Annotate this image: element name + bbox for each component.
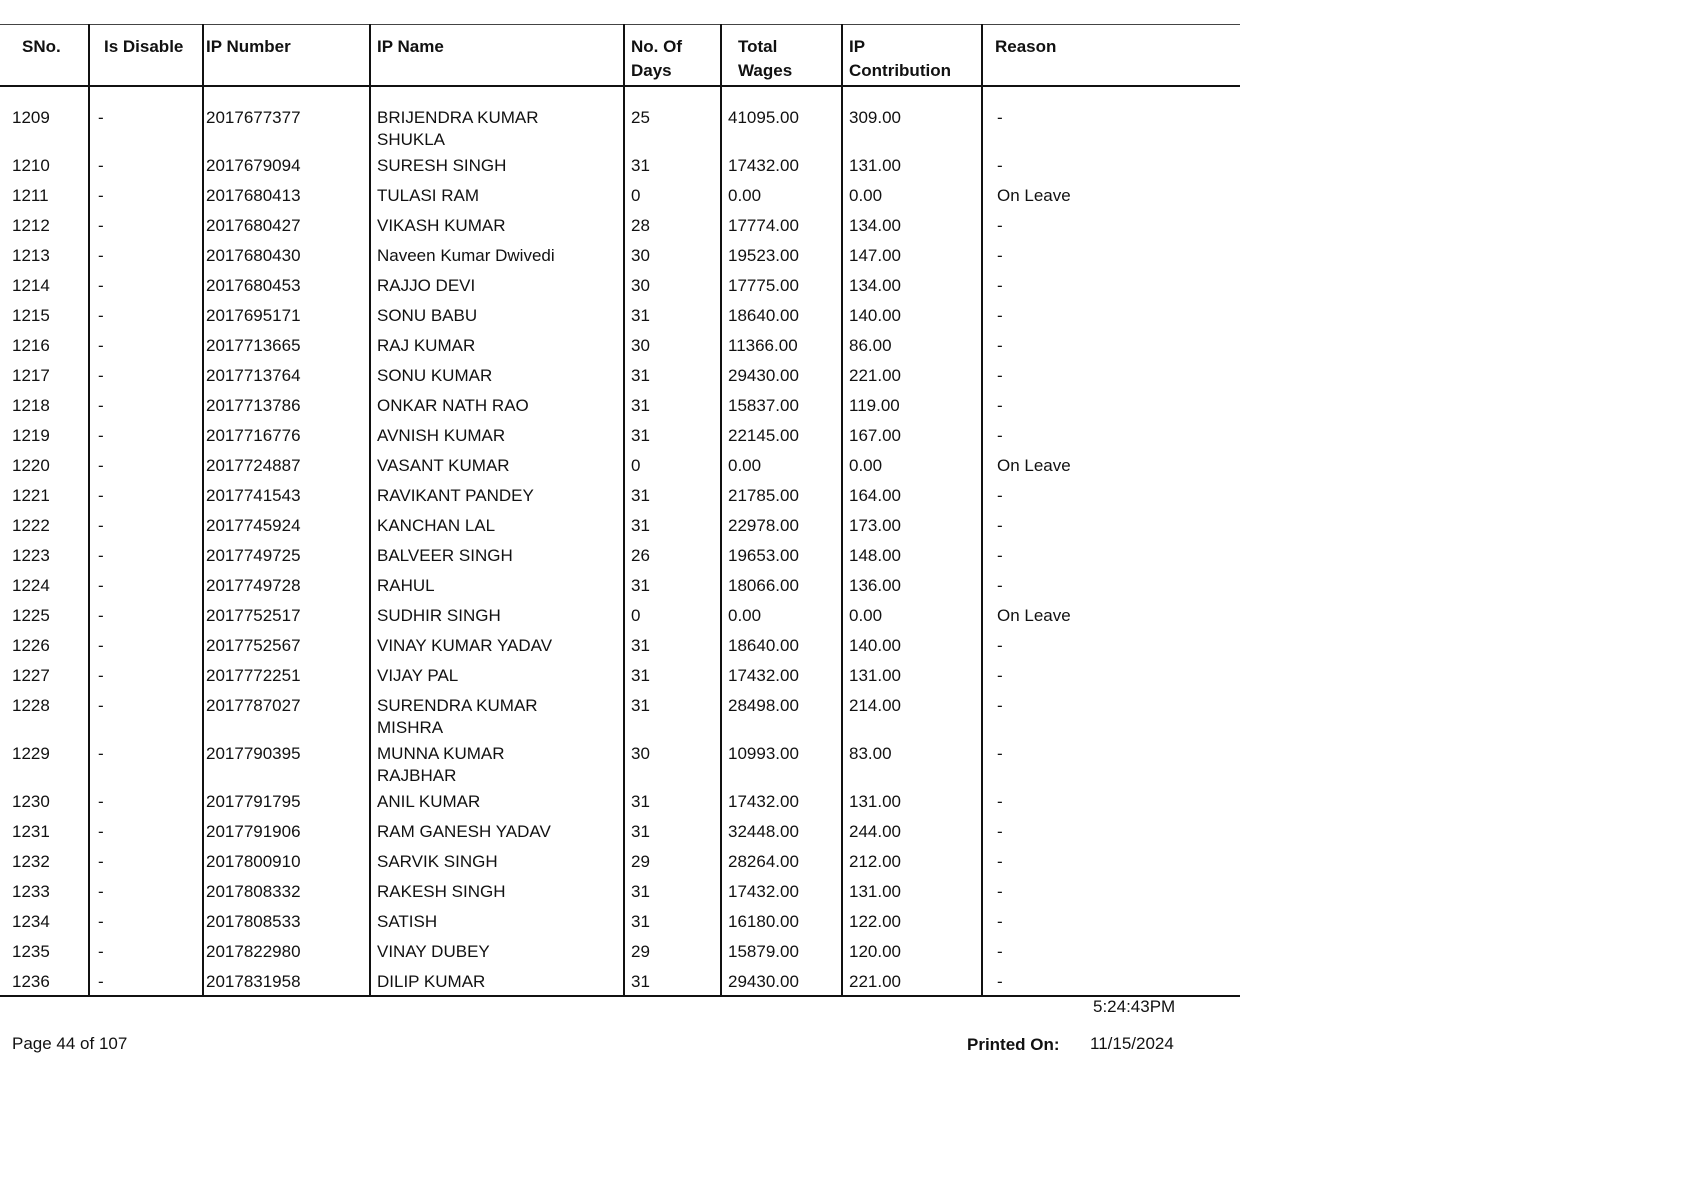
cell-is-disable: - xyxy=(89,601,203,631)
cell-is-disable: - xyxy=(89,181,203,211)
table-body xyxy=(0,86,1240,996)
cell-ip-contribution: 0.00 xyxy=(842,181,982,211)
cell-ip-name: VINAY KUMAR YADAV xyxy=(370,631,624,661)
cell-ip-name: DILIP KUMAR xyxy=(370,967,624,996)
cell-reason: - xyxy=(982,541,1240,571)
cell-total-wages: 19653.00 xyxy=(721,541,842,571)
cell-is-disable: - xyxy=(89,817,203,847)
cell-ip-contribution: 119.00 xyxy=(842,391,982,421)
header-no-of-days: No. Of Days xyxy=(624,25,721,87)
cell-is-disable: - xyxy=(89,967,203,996)
cell-is-disable: - xyxy=(89,151,203,181)
cell-reason: - xyxy=(982,907,1240,937)
cell-ip-contribution: 131.00 xyxy=(842,877,982,907)
cell-is-disable: - xyxy=(89,331,203,361)
cell-ip-number: 2017831958 xyxy=(203,967,370,996)
cell-reason: - xyxy=(982,391,1240,421)
cell-ip-name: VINAY DUBEY xyxy=(370,937,624,967)
cell-ip-name: SURESH SINGH xyxy=(370,151,624,181)
cell-reason: - xyxy=(982,937,1240,967)
cell-ip-contribution: 173.00 xyxy=(842,511,982,541)
table-row xyxy=(0,571,1240,601)
cell-ip-contribution: 134.00 xyxy=(842,271,982,301)
cell-sno: 1227 xyxy=(12,666,50,685)
table-row xyxy=(0,739,1240,787)
cell-sno: 1213 xyxy=(12,246,50,265)
cell-is-disable: - xyxy=(89,421,203,451)
cell-ip-name: RAHUL xyxy=(370,571,624,601)
cell-sno: 1212 xyxy=(12,216,50,235)
cell-ip-number: 2017808332 xyxy=(203,877,370,907)
table-row xyxy=(0,361,1240,391)
cell-total-wages: 28264.00 xyxy=(721,847,842,877)
cell-ip-name: MUNNA KUMAR RAJBHAR xyxy=(370,739,624,787)
cell-ip-contribution: 140.00 xyxy=(842,631,982,661)
cell-reason: - xyxy=(982,571,1240,601)
cell-reason: On Leave xyxy=(982,601,1240,631)
cell-sno: 1221 xyxy=(12,486,50,505)
cell-no-of-days: 30 xyxy=(624,739,721,787)
table-row xyxy=(0,241,1240,271)
cell-is-disable: - xyxy=(89,511,203,541)
header-sno: SNo. xyxy=(0,25,89,87)
header-ip-name: IP Name xyxy=(370,25,624,87)
cell-reason: On Leave xyxy=(982,451,1240,481)
cell-sno: 1211 xyxy=(12,186,49,205)
cell-reason: - xyxy=(982,211,1240,241)
cell-is-disable: - xyxy=(89,361,203,391)
cell-no-of-days: 31 xyxy=(624,481,721,511)
cell-reason: On Leave xyxy=(982,181,1240,211)
header-ip-contribution: IP Contribution xyxy=(842,25,982,87)
cell-sno: 1209 xyxy=(12,108,50,127)
cell-ip-number: 2017680453 xyxy=(203,271,370,301)
cell-total-wages: 18066.00 xyxy=(721,571,842,601)
cell-reason: - xyxy=(982,361,1240,391)
cell-ip-name: SARVIK SINGH xyxy=(370,847,624,877)
cell-ip-number: 2017787027 xyxy=(203,691,370,739)
table-row xyxy=(0,86,1240,151)
table-row xyxy=(0,181,1240,211)
table-row xyxy=(0,421,1240,451)
cell-no-of-days: 29 xyxy=(624,937,721,967)
table-row xyxy=(0,691,1240,739)
page-indicator: Page 44 of 107 xyxy=(12,1034,128,1053)
cell-ip-contribution: 134.00 xyxy=(842,211,982,241)
cell-is-disable: - xyxy=(89,271,203,301)
cell-ip-contribution: 214.00 xyxy=(842,691,982,739)
cell-reason: - xyxy=(982,481,1240,511)
cell-ip-name: SONU KUMAR xyxy=(370,361,624,391)
table-row xyxy=(0,601,1240,631)
cell-reason: - xyxy=(982,691,1240,739)
table-row xyxy=(0,661,1240,691)
cell-is-disable: - xyxy=(89,877,203,907)
table-row xyxy=(0,907,1240,937)
cell-is-disable: - xyxy=(89,481,203,511)
cell-sno: 1234 xyxy=(12,912,50,931)
cell-total-wages: 17774.00 xyxy=(721,211,842,241)
table-row xyxy=(0,511,1240,541)
cell-ip-name: ONKAR NATH RAO xyxy=(370,391,624,421)
table-row xyxy=(0,391,1240,421)
cell-no-of-days: 28 xyxy=(624,211,721,241)
cell-total-wages: 16180.00 xyxy=(721,907,842,937)
cell-ip-contribution: 148.00 xyxy=(842,541,982,571)
cell-ip-number: 2017749725 xyxy=(203,541,370,571)
cell-total-wages: 18640.00 xyxy=(721,631,842,661)
cell-ip-name: BALVEER SINGH xyxy=(370,541,624,571)
cell-total-wages: 10993.00 xyxy=(721,739,842,787)
header-total-wages: Total Wages xyxy=(721,25,842,87)
cell-no-of-days: 31 xyxy=(624,571,721,601)
cell-total-wages: 29430.00 xyxy=(721,967,842,996)
cell-ip-name: TULASI RAM xyxy=(370,181,624,211)
table-row xyxy=(0,937,1240,967)
table-row xyxy=(0,847,1240,877)
cell-sno: 1223 xyxy=(12,546,50,565)
cell-reason: - xyxy=(982,331,1240,361)
cell-total-wages: 17775.00 xyxy=(721,271,842,301)
cell-reason: - xyxy=(982,151,1240,181)
cell-ip-name: VIKASH KUMAR xyxy=(370,211,624,241)
table-row xyxy=(0,877,1240,907)
cell-sno: 1231 xyxy=(12,822,50,841)
cell-sno: 1215 xyxy=(12,306,50,325)
cell-total-wages: 41095.00 xyxy=(721,86,842,151)
cell-no-of-days: 31 xyxy=(624,631,721,661)
cell-ip-name: SURENDRA KUMAR MISHRA xyxy=(370,691,624,739)
cell-total-wages: 22978.00 xyxy=(721,511,842,541)
cell-is-disable: - xyxy=(89,691,203,739)
cell-ip-name: VASANT KUMAR xyxy=(370,451,624,481)
cell-ip-number: 2017680413 xyxy=(203,181,370,211)
cell-ip-number: 2017791795 xyxy=(203,787,370,817)
cell-reason: - xyxy=(982,241,1240,271)
cell-no-of-days: 31 xyxy=(624,151,721,181)
cell-ip-contribution: 131.00 xyxy=(842,787,982,817)
cell-sno: 1228 xyxy=(12,696,50,715)
cell-is-disable: - xyxy=(89,241,203,271)
cell-ip-number: 2017772251 xyxy=(203,661,370,691)
cell-is-disable: - xyxy=(89,451,203,481)
table-header xyxy=(0,25,1240,87)
cell-ip-name: ANIL KUMAR xyxy=(370,787,624,817)
cell-no-of-days: 29 xyxy=(624,847,721,877)
cell-ip-contribution: 131.00 xyxy=(842,661,982,691)
cell-ip-contribution: 167.00 xyxy=(842,421,982,451)
cell-sno: 1222 xyxy=(12,516,50,535)
table-row xyxy=(0,151,1240,181)
table-row xyxy=(0,787,1240,817)
cell-ip-number: 2017791906 xyxy=(203,817,370,847)
cell-is-disable: - xyxy=(89,571,203,601)
cell-reason: - xyxy=(982,739,1240,787)
cell-is-disable: - xyxy=(89,661,203,691)
cell-no-of-days: 31 xyxy=(624,391,721,421)
cell-ip-number: 2017822980 xyxy=(203,937,370,967)
table-row xyxy=(0,301,1240,331)
cell-total-wages: 17432.00 xyxy=(721,661,842,691)
cell-reason: - xyxy=(982,86,1240,151)
cell-total-wages: 17432.00 xyxy=(721,151,842,181)
cell-is-disable: - xyxy=(89,391,203,421)
cell-sno: 1235 xyxy=(12,942,50,961)
cell-reason: - xyxy=(982,847,1240,877)
cell-ip-contribution: 136.00 xyxy=(842,571,982,601)
cell-no-of-days: 31 xyxy=(624,301,721,331)
cell-ip-number: 2017741543 xyxy=(203,481,370,511)
cell-ip-number: 2017790395 xyxy=(203,739,370,787)
cell-total-wages: 18640.00 xyxy=(721,301,842,331)
header-is-disable: Is Disable xyxy=(89,25,203,87)
cell-reason: - xyxy=(982,421,1240,451)
cell-no-of-days: 26 xyxy=(624,541,721,571)
cell-ip-contribution: 309.00 xyxy=(842,86,982,151)
cell-no-of-days: 0 xyxy=(624,181,721,211)
cell-ip-number: 2017716776 xyxy=(203,421,370,451)
cell-sno: 1216 xyxy=(12,336,50,355)
cell-sno: 1217 xyxy=(12,366,50,385)
cell-ip-name: RAJJO DEVI xyxy=(370,271,624,301)
table-row xyxy=(0,271,1240,301)
cell-no-of-days: 30 xyxy=(624,241,721,271)
table-row xyxy=(0,211,1240,241)
cell-ip-name: RAJ KUMAR xyxy=(370,331,624,361)
cell-no-of-days: 30 xyxy=(624,331,721,361)
cell-ip-contribution: 0.00 xyxy=(842,601,982,631)
printed-time: 5:24:43PM xyxy=(1093,997,1176,1016)
cell-total-wages: 32448.00 xyxy=(721,817,842,847)
cell-sno: 1225 xyxy=(12,606,50,625)
cell-ip-contribution: 86.00 xyxy=(842,331,982,361)
cell-total-wages: 19523.00 xyxy=(721,241,842,271)
cell-sno: 1210 xyxy=(12,156,50,175)
cell-ip-name: RAM GANESH YADAV xyxy=(370,817,624,847)
cell-no-of-days: 31 xyxy=(624,361,721,391)
cell-ip-contribution: 120.00 xyxy=(842,937,982,967)
cell-no-of-days: 25 xyxy=(624,86,721,151)
cell-ip-contribution: 244.00 xyxy=(842,817,982,847)
cell-ip-name: KANCHAN LAL xyxy=(370,511,624,541)
cell-reason: - xyxy=(982,661,1240,691)
cell-total-wages: 15879.00 xyxy=(721,937,842,967)
cell-no-of-days: 31 xyxy=(624,787,721,817)
header-row xyxy=(0,25,1240,87)
cell-is-disable: - xyxy=(89,907,203,937)
cell-total-wages: 28498.00 xyxy=(721,691,842,739)
cell-sno: 1236 xyxy=(0,967,89,996)
cell-total-wages: 21785.00 xyxy=(721,481,842,511)
cell-ip-contribution: 164.00 xyxy=(842,481,982,511)
cell-no-of-days: 31 xyxy=(624,691,721,739)
cell-ip-number: 2017713665 xyxy=(203,331,370,361)
cell-no-of-days: 30 xyxy=(624,271,721,301)
header-ip-number: IP Number xyxy=(203,25,370,87)
cell-no-of-days: 31 xyxy=(624,421,721,451)
cell-no-of-days: 0 xyxy=(624,451,721,481)
cell-is-disable: - xyxy=(89,631,203,661)
cell-sno: 1224 xyxy=(12,576,50,595)
cell-reason: - xyxy=(982,631,1240,661)
cell-is-disable: - xyxy=(89,541,203,571)
cell-ip-number: 2017679094 xyxy=(203,151,370,181)
cell-no-of-days: 31 xyxy=(624,661,721,691)
cell-ip-number: 2017713764 xyxy=(203,361,370,391)
cell-sno: 1214 xyxy=(12,276,50,295)
cell-ip-name: RAVIKANT PANDEY xyxy=(370,481,624,511)
cell-ip-number: 2017677377 xyxy=(203,86,370,151)
table-row xyxy=(0,817,1240,847)
cell-ip-number: 2017752567 xyxy=(203,631,370,661)
cell-ip-name: VIJAY PAL xyxy=(370,661,624,691)
cell-ip-number: 2017713786 xyxy=(203,391,370,421)
cell-no-of-days: 31 xyxy=(624,877,721,907)
cell-ip-number: 2017752517 xyxy=(203,601,370,631)
cell-ip-name: BRIJENDRA KUMAR SHUKLA xyxy=(370,86,624,151)
cell-sno: 1226 xyxy=(12,636,50,655)
cell-total-wages: 15837.00 xyxy=(721,391,842,421)
cell-ip-number: 2017800910 xyxy=(203,847,370,877)
cell-reason: - xyxy=(982,301,1240,331)
printed-on-label: Printed On: xyxy=(967,1035,1060,1054)
cell-ip-contribution: 140.00 xyxy=(842,301,982,331)
cell-ip-contribution: 221.00 xyxy=(842,361,982,391)
table-row xyxy=(0,541,1240,571)
cell-ip-name: AVNISH KUMAR xyxy=(370,421,624,451)
cell-ip-contribution: 122.00 xyxy=(842,907,982,937)
cell-reason: - xyxy=(982,511,1240,541)
cell-total-wages: 29430.00 xyxy=(721,361,842,391)
cell-ip-name: RAKESH SINGH xyxy=(370,877,624,907)
cell-reason: - xyxy=(982,817,1240,847)
table-row xyxy=(0,331,1240,361)
cell-ip-contribution: 0.00 xyxy=(842,451,982,481)
cell-ip-contribution: 83.00 xyxy=(842,739,982,787)
cell-reason: - xyxy=(982,787,1240,817)
cell-sno: 1230 xyxy=(12,792,50,811)
cell-sno: 1232 xyxy=(12,852,50,871)
cell-ip-contribution: 221.00 xyxy=(842,967,982,996)
cell-ip-name: SATISH xyxy=(370,907,624,937)
cell-ip-number: 2017695171 xyxy=(203,301,370,331)
cell-is-disable: - xyxy=(89,847,203,877)
header-reason: Reason xyxy=(982,25,1240,87)
cell-is-disable: - xyxy=(89,937,203,967)
cell-ip-contribution: 212.00 xyxy=(842,847,982,877)
cell-total-wages: 0.00 xyxy=(721,601,842,631)
table-row xyxy=(0,967,1240,996)
cell-sno: 1218 xyxy=(12,396,50,415)
cell-total-wages: 17432.00 xyxy=(721,787,842,817)
cell-no-of-days: 31 xyxy=(624,817,721,847)
cell-ip-contribution: 147.00 xyxy=(842,241,982,271)
cell-total-wages: 17432.00 xyxy=(721,877,842,907)
cell-ip-name: SUDHIR SINGH xyxy=(370,601,624,631)
cell-no-of-days: 31 xyxy=(624,967,721,996)
cell-sno: 1229 xyxy=(12,744,50,763)
contribution-table xyxy=(0,24,1240,997)
report-sheet xyxy=(0,24,1240,997)
cell-sno: 1220 xyxy=(12,456,50,475)
cell-reason: - xyxy=(982,271,1240,301)
cell-total-wages: 11366.00 xyxy=(721,331,842,361)
cell-reason: - xyxy=(982,967,1240,996)
cell-ip-name: SONU BABU xyxy=(370,301,624,331)
cell-no-of-days: 31 xyxy=(624,511,721,541)
cell-ip-number: 2017680427 xyxy=(203,211,370,241)
cell-ip-number: 2017808533 xyxy=(203,907,370,937)
cell-is-disable: - xyxy=(89,86,203,151)
cell-total-wages: 0.00 xyxy=(721,451,842,481)
table-row xyxy=(0,451,1240,481)
table-row xyxy=(0,481,1240,511)
cell-ip-contribution: 131.00 xyxy=(842,151,982,181)
cell-total-wages: 0.00 xyxy=(721,181,842,211)
cell-is-disable: - xyxy=(89,301,203,331)
cell-sno: 1219 xyxy=(12,426,50,445)
cell-ip-number: 2017745924 xyxy=(203,511,370,541)
cell-ip-number: 2017680430 xyxy=(203,241,370,271)
cell-ip-name: Naveen Kumar Dwivedi xyxy=(370,241,624,271)
cell-is-disable: - xyxy=(89,211,203,241)
cell-total-wages: 22145.00 xyxy=(721,421,842,451)
cell-reason: - xyxy=(982,877,1240,907)
cell-is-disable: - xyxy=(89,787,203,817)
table-row xyxy=(0,631,1240,661)
cell-no-of-days: 0 xyxy=(624,601,721,631)
cell-sno: 1233 xyxy=(12,882,50,901)
cell-ip-number: 2017749728 xyxy=(203,571,370,601)
printed-on-date: 11/15/2024 xyxy=(1090,1034,1174,1053)
cell-is-disable: - xyxy=(89,739,203,787)
cell-ip-number: 2017724887 xyxy=(203,451,370,481)
cell-no-of-days: 31 xyxy=(624,907,721,937)
